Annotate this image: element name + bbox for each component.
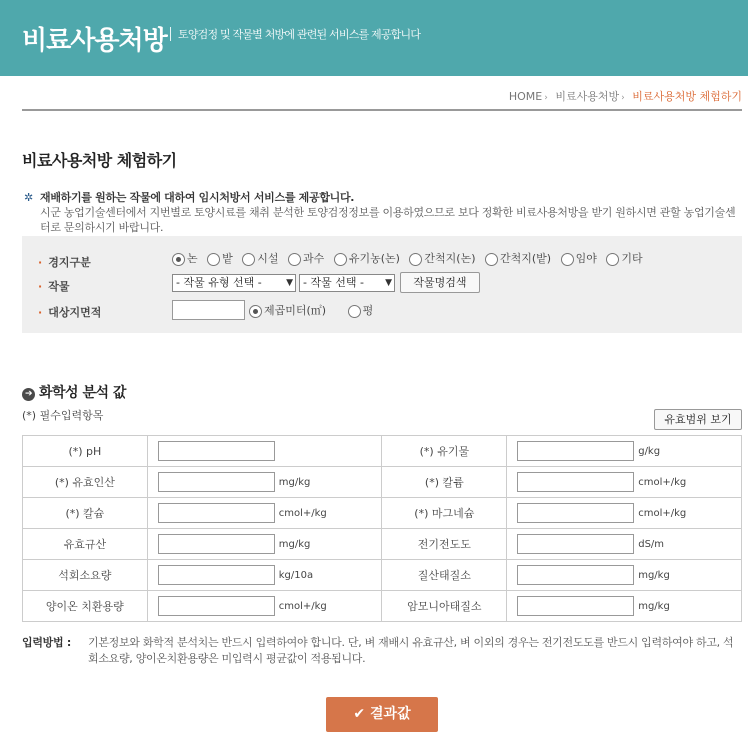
bullet-icon: · xyxy=(38,256,43,269)
land-option[interactable]: 간척지(밭) xyxy=(485,250,551,266)
input-method-note xyxy=(22,635,742,667)
chem-value-cell xyxy=(147,498,382,529)
chem-row xyxy=(23,467,742,498)
area-row xyxy=(22,300,742,322)
land-option[interactable]: 기타 xyxy=(606,250,642,266)
radio-icon[interactable] xyxy=(334,253,347,266)
land-type-row xyxy=(22,250,742,268)
chevron-right-icon: › xyxy=(621,93,625,103)
chem-value-cell xyxy=(507,591,742,622)
breadcrumb xyxy=(505,88,742,104)
radio-icon[interactable] xyxy=(288,253,301,266)
chem-unit: cmol+/kg xyxy=(638,507,687,519)
chem-unit: kg/10a xyxy=(278,569,314,581)
radio-icon[interactable] xyxy=(409,253,422,266)
chem-value-cell xyxy=(507,529,742,560)
breadcrumb-current: 비료사용처방 체험하기 xyxy=(632,90,742,103)
chevron-right-icon: › xyxy=(544,93,548,103)
chem-label: (*) 유기물 xyxy=(382,436,507,467)
chem-unit: cmol+/kg xyxy=(638,476,687,488)
chem-unit: dS/m xyxy=(638,538,665,550)
result-button[interactable] xyxy=(326,697,438,732)
chem-label: 질산태질소 xyxy=(382,560,507,591)
notice-lead: 재배하기를 원하는 작물에 대하여 임시처방서 서비스를 제공합니다. xyxy=(40,191,355,204)
land-type-label: · 경지구분 xyxy=(38,256,91,269)
area-unit-option[interactable]: 제곱미터(㎡) xyxy=(249,302,326,318)
check-icon: ✔ xyxy=(353,706,366,722)
area-unit-option[interactable]: 평 xyxy=(348,302,374,318)
land-option[interactable]: 밭 xyxy=(207,250,233,266)
chem-unit: g/kg xyxy=(638,445,661,457)
chem-unit: mg/kg xyxy=(638,569,670,581)
page-title: 비료사용처방 체험하기 xyxy=(22,151,177,170)
radio-icon[interactable] xyxy=(485,253,498,266)
chem-label: 유효규산 xyxy=(23,529,148,560)
chem-section-title: ➔ 화학성 분석 값 xyxy=(22,382,126,402)
bullet-icon: · xyxy=(38,306,43,319)
land-option[interactable]: 시설 xyxy=(242,250,278,266)
chem-value-cell xyxy=(147,467,382,498)
arrow-circle-icon: ➔ xyxy=(22,388,35,401)
required-note: (*) 필수입력항목 xyxy=(22,409,104,422)
crop-select[interactable]: - 작물 선택 - ▼ xyxy=(299,274,395,292)
chem-unit: cmol+/kg xyxy=(278,507,327,519)
chevron-down-icon: ▼ xyxy=(385,278,392,288)
land-option[interactable]: 간척지(논) xyxy=(409,250,475,266)
chem-table xyxy=(22,435,742,622)
basic-info-form xyxy=(22,236,742,333)
page-header xyxy=(0,0,748,76)
radio-icon[interactable] xyxy=(561,253,574,266)
chem-value-cell xyxy=(507,498,742,529)
asterisk-icon: ✲ xyxy=(24,191,34,204)
crop-row xyxy=(22,274,742,296)
result-button-label: 결과값 xyxy=(370,706,411,722)
radio-icon[interactable] xyxy=(348,305,361,318)
breadcrumb-level1[interactable]: 비료사용처방 xyxy=(555,90,620,103)
crop-search-button[interactable]: 작물명검색 xyxy=(400,272,480,293)
chem-value-cell xyxy=(507,436,742,467)
chevron-down-icon: ▼ xyxy=(286,278,293,288)
breadcrumb-home[interactable]: HOME xyxy=(508,90,543,103)
chem-unit: mg/kg xyxy=(638,600,670,612)
land-option[interactable]: 유기농(논) xyxy=(334,250,400,266)
chem-unit: mg/kg xyxy=(278,476,311,488)
chem-label: (*) 마그네슘 xyxy=(382,498,507,529)
area-input[interactable] xyxy=(172,300,245,320)
radio-icon[interactable] xyxy=(606,253,619,266)
crop-type-select[interactable]: - 작물 유형 선택 - ▼ xyxy=(172,274,296,292)
chem-input[interactable] xyxy=(158,472,275,492)
chem-value-cell xyxy=(147,591,382,622)
method-label: 입력방법 : xyxy=(22,636,71,649)
chem-label: (*) 칼슘 xyxy=(23,498,148,529)
chem-input[interactable] xyxy=(158,534,275,554)
land-option[interactable]: 임야 xyxy=(561,250,597,266)
chem-value-cell xyxy=(507,467,742,498)
chem-unit: cmol+/kg xyxy=(278,600,327,612)
header-title: 비료사용처방 xyxy=(22,26,167,56)
chem-label: 암모니아태질소 xyxy=(382,591,507,622)
chem-value-cell xyxy=(507,560,742,591)
chem-label: 전기전도도 xyxy=(382,529,507,560)
radio-icon[interactable] xyxy=(249,305,262,318)
chem-input[interactable] xyxy=(517,596,634,616)
chem-label: 석회소요량 xyxy=(23,560,148,591)
chem-input[interactable] xyxy=(158,441,275,461)
valid-range-button[interactable]: 유효범위 보기 xyxy=(654,409,742,430)
bullet-icon: · xyxy=(38,280,43,293)
chem-row xyxy=(23,591,742,622)
method-text: 기본정보와 화학적 분석치는 반드시 입력하여야 합니다. 단, 벼 재배시 유효규산, 벼 이외의 경우는 전기전도도를 반드시 입력하여야 하고, 석회소요량, 양이온치환용량은 미입력시 평균값이 적용됩니다. xyxy=(88,636,734,665)
notice-desc: 시군 농업기술센터에서 지번별로 토양시료를 채취 분석한 토양검정정보를 이용하였으므로 보다 정확한 비료사용처방을 받기 원하시면 관할 농업기술센터로 문의하시기 바랍니다. xyxy=(40,206,736,234)
chem-input[interactable] xyxy=(517,503,634,523)
land-option[interactable]: 논 xyxy=(172,250,198,266)
chem-row xyxy=(23,560,742,591)
chem-input[interactable] xyxy=(158,596,275,616)
chem-input[interactable] xyxy=(517,534,634,554)
chem-value-cell xyxy=(147,436,382,467)
area-label: · 대상지면적 xyxy=(38,306,102,319)
chem-value-cell xyxy=(147,560,382,591)
chem-unit: mg/kg xyxy=(278,538,311,550)
chem-input[interactable] xyxy=(517,472,634,492)
radio-icon[interactable] xyxy=(242,253,255,266)
land-option[interactable]: 과수 xyxy=(288,250,324,266)
chem-row xyxy=(23,529,742,560)
chem-input[interactable] xyxy=(158,503,275,523)
chem-input[interactable] xyxy=(517,565,634,585)
divider xyxy=(22,109,742,111)
chem-row xyxy=(23,498,742,529)
header-divider xyxy=(170,27,171,41)
chem-input[interactable] xyxy=(517,441,634,461)
radio-icon[interactable] xyxy=(207,253,220,266)
header-subtitle: 토양검정 및 작물별 처방에 관련된 서비스를 제공합니다 xyxy=(178,28,421,41)
chem-value-cell xyxy=(147,529,382,560)
area-unit-options xyxy=(249,302,379,318)
chem-row xyxy=(23,436,742,467)
chem-label: (*) 칼륨 xyxy=(382,467,507,498)
notice xyxy=(22,190,742,235)
crop-label: · 작물 xyxy=(38,280,70,293)
land-type-options xyxy=(172,250,649,266)
chem-label: 양이온 치환용량 xyxy=(23,591,148,622)
chem-label: (*) pH xyxy=(23,436,148,467)
chem-label: (*) 유효인산 xyxy=(23,467,148,498)
chem-input[interactable] xyxy=(158,565,275,585)
radio-icon[interactable] xyxy=(172,253,185,266)
